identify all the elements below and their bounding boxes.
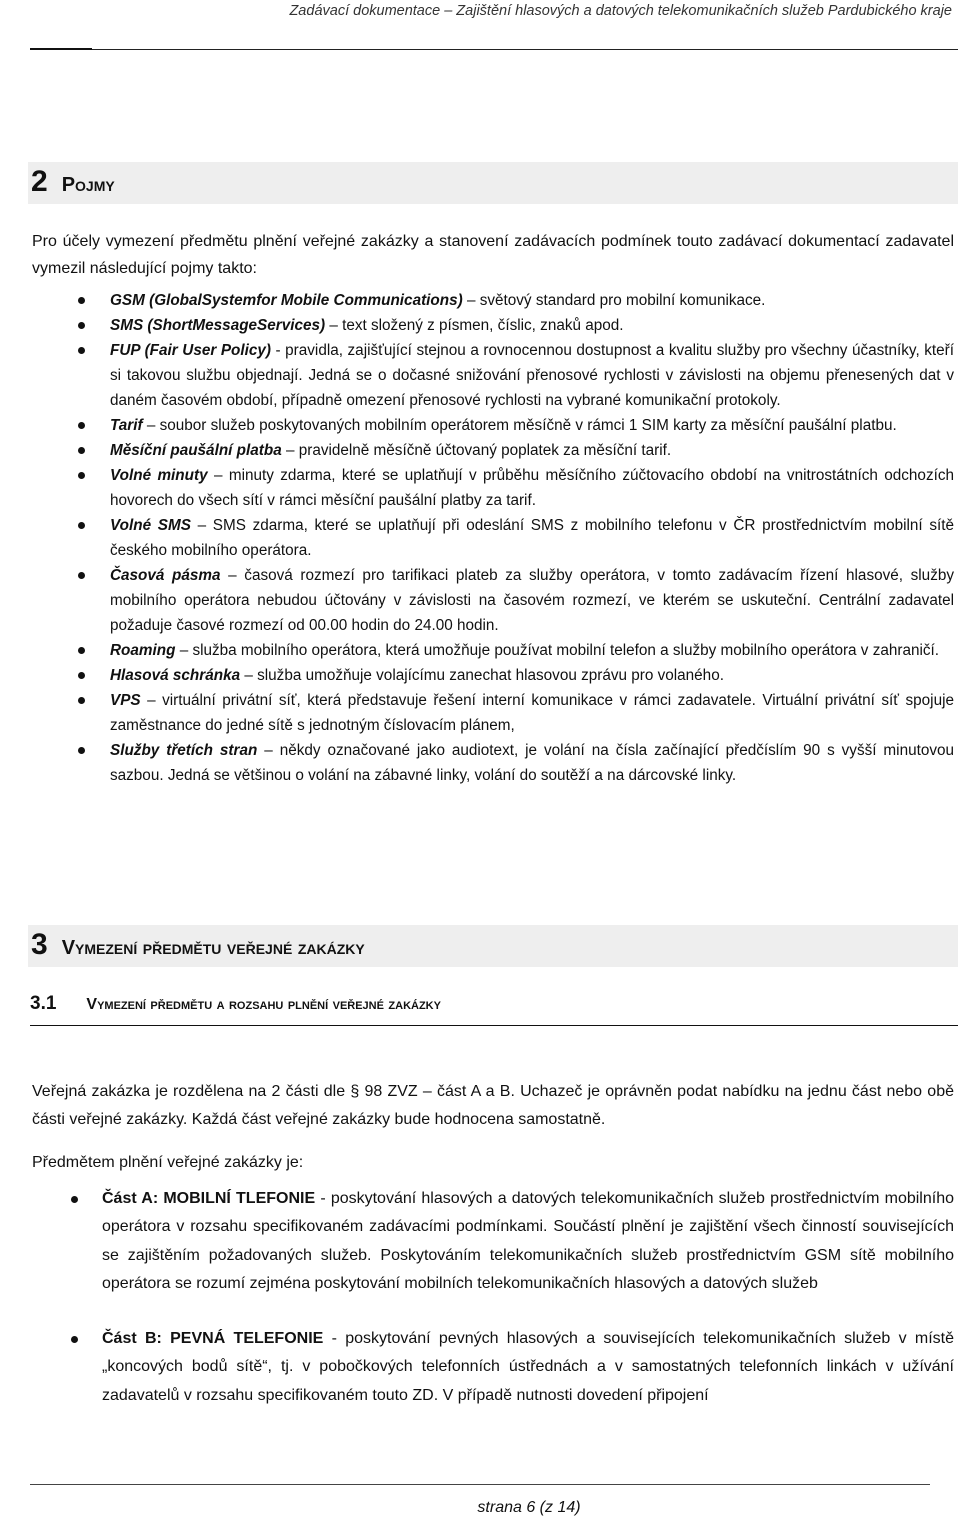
- bullet-icon: [78, 672, 85, 679]
- subsection-heading-3-1: [30, 993, 958, 1026]
- bullet-icon: [78, 747, 85, 754]
- section-number: 2: [31, 165, 48, 198]
- term-definition: – služba mobilního operátora, která umožňuje používat mobilní telefon a služby mobilního operátora v zahraničí.: [175, 642, 940, 659]
- list-item: [110, 738, 954, 788]
- list-item: [110, 663, 954, 688]
- term-name: Hlasová schránka: [110, 667, 241, 684]
- terms-list: [110, 288, 954, 788]
- list-item: [110, 438, 954, 463]
- term-name: Měsíční paušální platba: [110, 442, 282, 459]
- header-rule: [30, 49, 958, 50]
- list-item: [110, 688, 954, 738]
- list-item: [110, 413, 954, 438]
- list-item: [110, 638, 954, 663]
- bullet-icon: [78, 522, 85, 529]
- term-definition: – SMS zdarma, které se uplatňují při odeslání SMS z mobilního telefonu v ČR prostřednictvím mobilní sítě českého mobilního operátora.: [110, 517, 954, 559]
- term-definition: – minuty zdarma, které se uplatňují v průběhu měsíčního zúčtovacího období na vnitrostátních odchozích hovorech do všech sítí v rámci měsíční paušální platby za tarif.: [110, 467, 954, 509]
- bullet-icon: [78, 347, 85, 354]
- term-name: VPS: [110, 692, 141, 709]
- section-heading-3: [28, 925, 958, 967]
- list-item: [102, 1185, 954, 1298]
- term-name: Tarif: [110, 417, 143, 434]
- term-name: SMS (ShortMessageServices): [110, 317, 326, 334]
- term-definition: – časová rozmezí pro tarifikaci plateb za služby operátora, v tomto zadávacím řízení hlasové, služby mobilního operátora nebudou účtovány v závislosti na časovém rozmezí, ve kterém se uskuteční. Centrální zadavatel požaduje časové rozmezí od 00.00 hodin do 24.00 hodin.: [110, 567, 954, 634]
- term-definition: – soubor služeb poskytovaných mobilním operátorem měsíčně v rámci 1 SIM karty za měsíční paušální platbu.: [142, 417, 897, 434]
- parts-list: [102, 1185, 954, 1410]
- part-title: Část A: MOBILNÍ TLEFONIE: [102, 1190, 316, 1207]
- header-rule-accent: [30, 48, 92, 50]
- term-name: Volné SMS: [110, 517, 191, 534]
- term-name: Časová pásma: [110, 567, 221, 584]
- page-number: strana 6 (z 14): [477, 1499, 581, 1516]
- subsection-number: 3.1: [30, 993, 57, 1014]
- term-definition: - pravidla, zajišťující stejnou a rovnocennou dostupnost a kvalitu služby pro všechny účastníky, kteří si takovou službu objednají. Jedná se o dočasné snižování přenosové rychlosti v závislosti na objemu přenesených dat v daném časovém období, případně omezení přenosové rychlosti na vybrané komunikační protokoly.: [110, 342, 954, 409]
- bullet-icon: [78, 647, 85, 654]
- term-name: Služby třetích stran: [110, 742, 258, 759]
- division-paragraph: Veřejná zakázka je rozdělena na 2 části dle § 98 ZVZ – část A a B. Uchazeč je oprávněn podat nabídku na jednu část nebo obě části veřejné zakázky. Každá část veřejné zakázky bude hodnocena samostatně.: [32, 1083, 954, 1128]
- bullet-icon: [78, 297, 85, 304]
- section-title: Vymezení předmětu veřejné zakázky: [61, 937, 365, 959]
- list-item: [110, 563, 954, 638]
- part-title: Část B: PEVNÁ TELEFONIE: [102, 1330, 324, 1348]
- section-title: Pojmy: [61, 174, 115, 196]
- term-name: Roaming: [110, 642, 176, 659]
- bullet-icon: [78, 697, 85, 704]
- intro-paragraph: Pro účely vymezení předmětu plnění veřejné zakázky a stanovení zadávacích podmínek touto zadávací dokumentací zadavatel vymezil následující pojmy takto:: [32, 233, 954, 277]
- term-name: GSM (GlobalSystemfor Mobile Communications): [110, 292, 463, 309]
- list-item: [110, 513, 954, 563]
- term-definition: – virtuální privátní síť, která představuje řešení interní komunikace v rámci zadavatele. Virtuální privátní síť spojuje zaměstnance do jedné sítě s jednotným číslovacím plánem,: [110, 692, 954, 734]
- term-definition: – světový standard pro mobilní komunikace.: [462, 292, 766, 309]
- footer-rule: [30, 1484, 930, 1485]
- section-heading-2: [28, 162, 958, 204]
- list-item: [102, 1325, 954, 1410]
- term-name: FUP (Fair User Policy): [110, 342, 271, 359]
- bullet-icon: [78, 572, 85, 579]
- subject-intro-paragraph: Předmětem plnění veřejné zakázky je:: [32, 1154, 304, 1171]
- term-definition: – služba umožňuje volajícímu zanechat hlasovou zprávu pro volaného.: [240, 667, 724, 684]
- section-number: 3: [31, 928, 48, 961]
- part-text: - poskytování pevných hlasových a souvisejících telekomunikačních služeb v místě „koncových bodů sítě“, tj. v pobočkových telefonních ústřednách a v samostatných telefonních linkách v užívání zadavatelů v rozsahu specifikovaném touto ZD. V případě nutnosti dovedení připojení: [102, 1330, 954, 1404]
- part-text: - poskytování hlasových a datových telekomunikačních služeb prostřednictvím mobilního operátora v rozsahu specifikovaném zadávacími podmínkami. Součástí plnění je zajištění všech činností souvisejících se zajištěním požadovaných služeb. Poskytováním telekomunikačních služeb prostřednictvím GSM sítě mobilního operátora se rozumí zejména poskytování mobilních telekomunikačních hlasových a datových služeb: [102, 1190, 954, 1292]
- term-definition: – někdy označované jako audiotext, je volání na čísla začínající předčíslím 90 s vyšší minutovou sazbou. Jedná se většinou o volání na zábavné linky, volání do soutěží a na dárcovské linky.: [110, 742, 954, 784]
- term-name: Volné minuty: [110, 467, 208, 484]
- bullet-icon: [78, 322, 85, 329]
- bullet-icon: [78, 422, 85, 429]
- term-definition: – pravidelně měsíčně účtovaný poplatek za měsíční tarif.: [281, 442, 672, 459]
- bullet-icon: [78, 472, 85, 479]
- list-item: [110, 338, 954, 413]
- bullet-icon: [71, 1336, 78, 1343]
- bullet-icon: [71, 1196, 78, 1203]
- term-definition: – text složený z písmen, číslic, znaků apod.: [325, 317, 624, 334]
- list-item: [110, 313, 954, 338]
- running-header: Zadávací dokumentace – Zajištění hlasových a datových telekomunikačních služeb Pardubického kraje: [289, 3, 952, 19]
- bullet-icon: [78, 447, 85, 454]
- list-item: [110, 288, 954, 313]
- subsection-title: Vymezení předmětu a rozsahu plnění veřejné zakázky: [86, 996, 441, 1013]
- list-item: [110, 463, 954, 513]
